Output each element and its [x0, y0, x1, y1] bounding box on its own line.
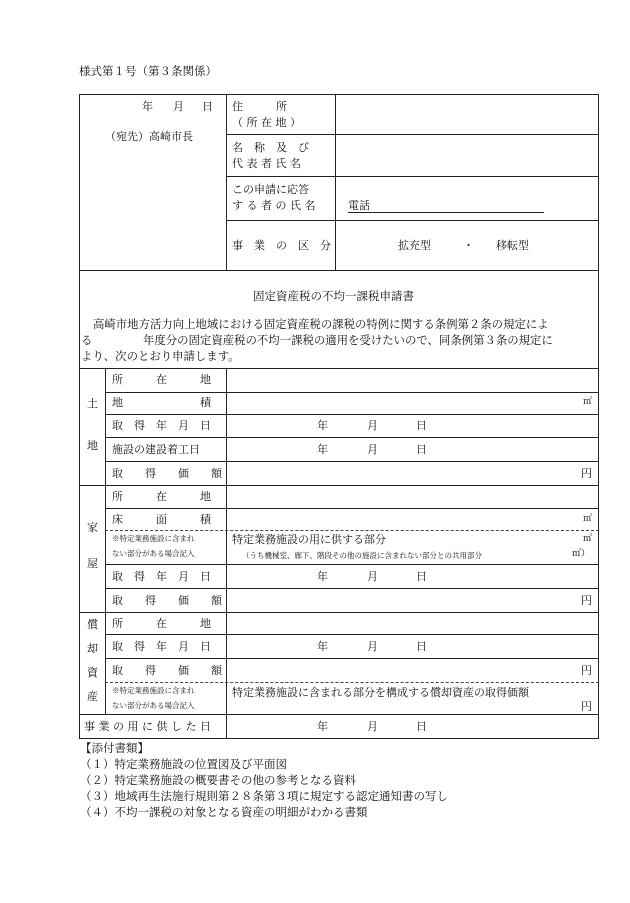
dep-acq-day: 日 — [416, 640, 427, 653]
construction-start-label: 施設の建設着工日 — [112, 443, 200, 456]
depreciable-group-label-4: 産 — [87, 690, 98, 703]
depreciable-part-unit: 円 — [581, 700, 592, 713]
category-separator: ・ — [463, 239, 474, 252]
document-title: 固定資産税の不均一課税申請書 — [253, 289, 414, 303]
land-location-field[interactable] — [228, 370, 597, 391]
house-group-label: 家 — [87, 521, 98, 534]
body-line-2: 年度分の固定資産税の不均一課税の適用を受けたいので、同条例第３条の規定に — [143, 333, 553, 347]
house-part-sub: （うち機械室、廊下、階段その他の施設に含まれない部分との共用部分 — [242, 551, 482, 560]
house-price-label: 取 得 価 額 — [112, 594, 222, 607]
attachments-heading: 【添付書類】 — [80, 741, 149, 755]
contact-label-sub: す る 者 の 氏 名 — [232, 199, 316, 212]
service-day: 日 — [416, 720, 427, 733]
address-label-sub: （ 所 在 地 ） — [232, 116, 301, 129]
depreciable-price-label: 取 得 価 額 — [112, 664, 222, 677]
depreciable-location-label: 所 在 地 — [112, 617, 211, 630]
attachment-item: （２）特定業務施設の概要書その他の参考となる資料 — [80, 773, 356, 787]
service-year: 年 — [317, 720, 328, 733]
land-area-unit: ㎡ — [583, 397, 593, 407]
dep-acq-year: 年 — [317, 640, 328, 653]
name-label: 名 称 及 び — [232, 141, 309, 154]
depreciable-note-1: ※特定業務施設に含まれ — [112, 686, 195, 695]
date-year-label: 年 — [142, 100, 153, 113]
land-area-label: 地 積 — [112, 396, 211, 409]
depreciable-acquired-date-label: 取 得 年 月 日 — [112, 640, 211, 653]
land-acq-day: 日 — [416, 419, 427, 432]
body-line-2-start: る — [81, 333, 93, 347]
house-note-1: ※特定業務施設に含まれ — [112, 534, 195, 543]
land-acq-month: 月 — [367, 419, 378, 432]
category-option-relocation[interactable]: 移転型 — [496, 239, 529, 252]
depreciable-part-label: 特定業務施設に含まれる部分を構成する償却資産の取得価額 — [232, 686, 529, 699]
service-date-label: 事 業 の 用 に 供 し た 日 — [84, 720, 211, 733]
land-location-label: 所 在 地 — [112, 373, 211, 386]
address-label: 住 所 — [232, 100, 287, 113]
depreciable-group-label-2: 却 — [87, 642, 98, 655]
house-location-field[interactable] — [228, 487, 597, 507]
addressee: （宛先）高崎市長 — [105, 130, 193, 143]
house-location-label: 所 在 地 — [112, 490, 211, 503]
depreciable-group-label-3: 資 — [87, 666, 98, 679]
depreciable-note-2: ない部分がある場合記入 — [112, 701, 195, 710]
house-part-label: 特定業務施設の用に供する部分 — [232, 533, 386, 546]
dep-acq-month: 月 — [367, 640, 378, 653]
address-field[interactable] — [337, 96, 597, 133]
house-acq-month: 月 — [367, 570, 378, 583]
attachment-item: （３）地域再生法施行規則第２８条第３項に規定する認定通知書の写し — [80, 789, 448, 803]
depreciable-location-field[interactable] — [228, 614, 597, 633]
body-line-3: より、次のとおり申請します。 — [81, 349, 240, 363]
service-month: 月 — [367, 720, 378, 733]
phone-label: 電話 — [348, 200, 544, 213]
name-label-sub: 代 表 者 氏 名 — [232, 157, 301, 170]
land-group-label-2: 地 — [87, 439, 98, 452]
house-group-label-2: 屋 — [87, 557, 98, 570]
representative-name-field[interactable] — [337, 136, 597, 175]
house-acq-year: 年 — [317, 570, 328, 583]
construction-year: 年 — [317, 443, 328, 456]
form-id: 様式第１号（第３条関係） — [79, 64, 217, 78]
house-floor-area-unit: ㎡ — [583, 514, 593, 524]
depreciable-price-unit: 円 — [581, 664, 592, 677]
house-part-sub-unit: ㎡） — [572, 549, 591, 559]
body-line-1: 高崎市地方活力向上地域における固定資産税の課税の特例に関する条例第２条の規定によ — [93, 317, 549, 331]
house-acq-day: 日 — [416, 570, 427, 583]
land-acq-year: 年 — [317, 419, 328, 432]
date-month-label: 月 — [173, 100, 184, 113]
land-group-label: 土 — [87, 397, 98, 410]
category-label: 事 業 の 区 分 — [232, 239, 331, 252]
attachment-item: （１）特定業務施設の位置図及び平面図 — [80, 757, 287, 771]
land-price-label: 取 得 価 額 — [112, 467, 222, 480]
contact-label: この申請に応答 — [232, 183, 309, 196]
house-floor-area-label: 床 面 積 — [112, 513, 211, 526]
construction-month: 月 — [367, 443, 378, 456]
category-option-expansion[interactable]: 拡充型 — [398, 239, 431, 252]
attachment-item: （４）不均一課税の対象となる資産の明細がわかる書類 — [80, 805, 368, 819]
date-day-label: 日 — [202, 100, 213, 113]
construction-day: 日 — [416, 443, 427, 456]
depreciable-group-label-1: 償 — [87, 618, 98, 631]
house-note-2: ない部分がある場合記入 — [112, 549, 195, 558]
contact-person-field[interactable] — [337, 178, 597, 219]
house-price-unit: 円 — [581, 594, 592, 607]
land-acquired-date-label: 取 得 年 月 日 — [112, 419, 211, 432]
land-price-unit: 円 — [581, 467, 592, 480]
house-acquired-date-label: 取 得 年 月 日 — [112, 570, 211, 583]
house-part-unit: ㎡ — [583, 534, 593, 544]
